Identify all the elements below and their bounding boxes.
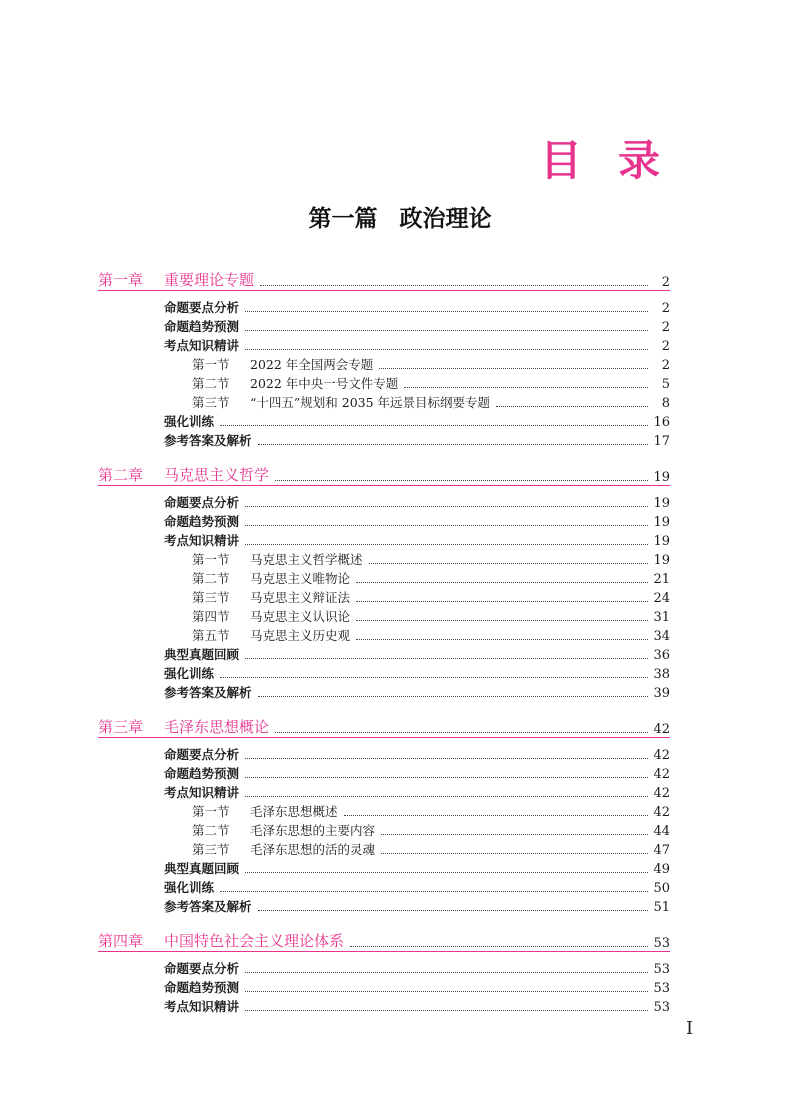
dot-leader <box>344 814 648 816</box>
part-number: 第一篇 <box>308 205 378 232</box>
chapter-title: 中国特色社会主义理论体系 <box>164 932 345 950</box>
chapter-group <box>98 923 670 1015</box>
entry-label: 马克思主义辩证法 <box>250 590 351 605</box>
page-ref: 53 <box>653 1000 670 1015</box>
dot-leader <box>258 443 648 445</box>
page-title: 目录 <box>540 136 697 185</box>
chapter-number: 第三章 <box>98 718 144 736</box>
page-ref: 36 <box>653 648 670 663</box>
entry-label: 命题要点分析 <box>164 495 240 510</box>
subsection-entry <box>98 492 670 511</box>
section-entry <box>98 549 670 568</box>
page-ref: 2 <box>661 301 670 316</box>
page-ref: 42 <box>653 805 670 820</box>
page-ref: 42 <box>653 767 670 782</box>
page-ref: 24 <box>653 591 670 606</box>
page-ref: 50 <box>653 881 670 896</box>
chapter-entry <box>98 457 670 485</box>
table-of-contents <box>98 262 670 1023</box>
subsection-entry <box>98 877 670 896</box>
section-number: 第二节 <box>192 823 230 838</box>
subsection-entry <box>98 977 670 996</box>
section-number: 第二节 <box>192 571 230 586</box>
dot-leader <box>275 731 648 733</box>
entry-label: 毛泽东思想的活的灵魂 <box>250 842 376 857</box>
entry-label: 2022 年中央一号文件专题 <box>250 376 399 391</box>
page-ref: 2 <box>661 275 670 290</box>
part-heading <box>0 200 800 233</box>
section-number: 第五节 <box>192 628 230 643</box>
section-number: 第一节 <box>192 357 230 372</box>
entry-label: 参考答案及解析 <box>164 433 252 448</box>
section-number: 第三节 <box>192 590 230 605</box>
dot-leader <box>245 329 648 331</box>
section-entry <box>98 801 670 820</box>
entry-label: 命题要点分析 <box>164 747 240 762</box>
dot-leader <box>245 524 648 526</box>
dot-leader <box>245 795 648 797</box>
page-ref: 2 <box>661 320 670 335</box>
page-ref: 34 <box>653 629 670 644</box>
subsection-entry <box>98 530 670 549</box>
entry-label: 强化训练 <box>164 414 215 429</box>
section-number: 第二节 <box>192 376 230 391</box>
chapter-number: 第二章 <box>98 466 144 484</box>
section-entry <box>98 606 670 625</box>
dot-leader <box>356 638 648 640</box>
chapter-title: 重要理论专题 <box>164 271 255 289</box>
page-ref: 47 <box>653 843 670 858</box>
page-ref: 19 <box>653 470 670 485</box>
dot-leader <box>245 990 648 992</box>
dot-leader <box>220 424 648 426</box>
subsection-entry <box>98 682 670 701</box>
subsection-entry <box>98 858 670 877</box>
dot-leader <box>245 310 648 312</box>
subsection-entry <box>98 996 670 1015</box>
chapter-rule <box>98 923 670 952</box>
page-ref: 31 <box>653 610 670 625</box>
dot-leader <box>496 405 648 407</box>
subsection-entry <box>98 430 670 449</box>
subsection-entry <box>98 663 670 682</box>
dot-leader <box>245 348 648 350</box>
section-entry <box>98 354 670 373</box>
dot-leader <box>245 757 648 759</box>
dot-leader <box>369 562 648 564</box>
dot-leader <box>220 890 648 892</box>
entry-label: 考点知识精讲 <box>164 533 240 548</box>
dot-leader <box>245 871 648 873</box>
page-ref: 39 <box>653 686 670 701</box>
page-ref: 49 <box>653 862 670 877</box>
entry-label: 马克思主义历史观 <box>250 628 351 643</box>
entry-label: 命题要点分析 <box>164 961 240 976</box>
entry-label: 考点知识精讲 <box>164 338 240 353</box>
dot-leader <box>356 581 648 583</box>
dot-leader <box>379 367 648 369</box>
section-entry <box>98 568 670 587</box>
entry-label: 强化训练 <box>164 880 215 895</box>
dot-leader <box>245 657 648 659</box>
chapter-group <box>98 457 670 701</box>
subsection-entry <box>98 744 670 763</box>
dot-leader <box>245 776 648 778</box>
subsection-entry <box>98 644 670 663</box>
subsection-entry <box>98 511 670 530</box>
page-ref: 16 <box>653 415 670 430</box>
dot-leader <box>245 505 648 507</box>
dot-leader <box>245 1009 648 1011</box>
entry-label: 毛泽东思想的主要内容 <box>250 823 376 838</box>
dot-leader <box>350 945 648 947</box>
entry-label: 命题要点分析 <box>164 300 240 315</box>
page-ref: 38 <box>653 667 670 682</box>
subsection-entry <box>98 335 670 354</box>
chapter-entry <box>98 262 670 290</box>
page-ref: 53 <box>653 962 670 977</box>
page-ref: 51 <box>653 900 670 915</box>
page-ref: 8 <box>661 396 670 411</box>
page-ref: 5 <box>661 377 670 392</box>
entry-label: 考点知识精讲 <box>164 785 240 800</box>
dot-leader <box>245 971 648 973</box>
chapter-title: 马克思主义哲学 <box>164 466 270 484</box>
entry-label: 命题趋势预测 <box>164 514 240 529</box>
page-ref: 42 <box>653 786 670 801</box>
entry-label: 参考答案及解析 <box>164 899 252 914</box>
chapter-title: 毛泽东思想概论 <box>164 718 270 736</box>
section-entry <box>98 587 670 606</box>
page-ref: 19 <box>653 515 670 530</box>
subsection-entry <box>98 782 670 801</box>
subsection-entry <box>98 316 670 335</box>
chapter-rule <box>98 262 670 291</box>
entry-label: “十四五”规划和 2035 年远景目标纲要专题 <box>250 395 491 410</box>
entry-label: 强化训练 <box>164 666 215 681</box>
section-number: 第三节 <box>192 842 230 857</box>
part-name: 政治理论 <box>399 205 492 232</box>
entry-label: 毛泽东思想概述 <box>250 804 338 819</box>
chapter-entry <box>98 709 670 737</box>
dot-leader <box>220 676 648 678</box>
dot-leader <box>381 852 648 854</box>
dot-leader <box>258 695 648 697</box>
entry-label: 2022 年全国两会专题 <box>250 357 374 372</box>
page-number: I <box>686 1018 694 1039</box>
entry-label: 马克思主义认识论 <box>250 609 351 624</box>
chapter-group <box>98 262 670 449</box>
entry-label: 命题趋势预测 <box>164 319 240 334</box>
subsection-entry <box>98 297 670 316</box>
chapter-rule <box>98 709 670 738</box>
dot-leader <box>245 543 648 545</box>
entry-label: 典型真题回顾 <box>164 861 240 876</box>
dot-leader <box>356 600 648 602</box>
chapter-group <box>98 709 670 915</box>
dot-leader <box>275 479 648 481</box>
subsection-entry <box>98 958 670 977</box>
page-ref: 19 <box>653 534 670 549</box>
chapter-number: 第一章 <box>98 271 144 289</box>
page-ref: 2 <box>661 358 670 373</box>
section-entry <box>98 373 670 392</box>
section-number: 第四节 <box>192 609 230 624</box>
dot-leader <box>404 386 648 388</box>
section-entry <box>98 839 670 858</box>
section-entry <box>98 625 670 644</box>
section-entry <box>98 820 670 839</box>
entry-label: 典型真题回顾 <box>164 647 240 662</box>
subsection-entry <box>98 763 670 782</box>
section-number: 第三节 <box>192 395 230 410</box>
chapter-number: 第四章 <box>98 932 144 950</box>
subsection-entry <box>98 896 670 915</box>
entry-label: 马克思主义哲学概述 <box>250 552 363 567</box>
dot-leader <box>381 833 648 835</box>
page-ref: 21 <box>653 572 670 587</box>
page-ref: 19 <box>653 496 670 511</box>
page-ref: 53 <box>653 981 670 996</box>
entry-label: 命题趋势预测 <box>164 766 240 781</box>
entry-label: 考点知识精讲 <box>164 999 240 1014</box>
chapter-entry <box>98 923 670 951</box>
entry-label: 马克思主义唯物论 <box>250 571 351 586</box>
page-ref: 53 <box>653 936 670 951</box>
subsection-entry <box>98 411 670 430</box>
entry-label: 命题趋势预测 <box>164 980 240 995</box>
page-ref: 44 <box>653 824 670 839</box>
page-ref: 17 <box>653 434 670 449</box>
dot-leader <box>258 909 648 911</box>
page-ref: 2 <box>661 339 670 354</box>
entry-label: 参考答案及解析 <box>164 685 252 700</box>
page-ref: 42 <box>653 748 670 763</box>
dot-leader <box>260 284 648 286</box>
page-ref: 42 <box>653 722 670 737</box>
page-ref: 19 <box>653 553 670 568</box>
chapter-rule <box>98 457 670 486</box>
section-number: 第一节 <box>192 552 230 567</box>
section-number: 第一节 <box>192 804 230 819</box>
section-entry <box>98 392 670 411</box>
dot-leader <box>356 619 648 621</box>
